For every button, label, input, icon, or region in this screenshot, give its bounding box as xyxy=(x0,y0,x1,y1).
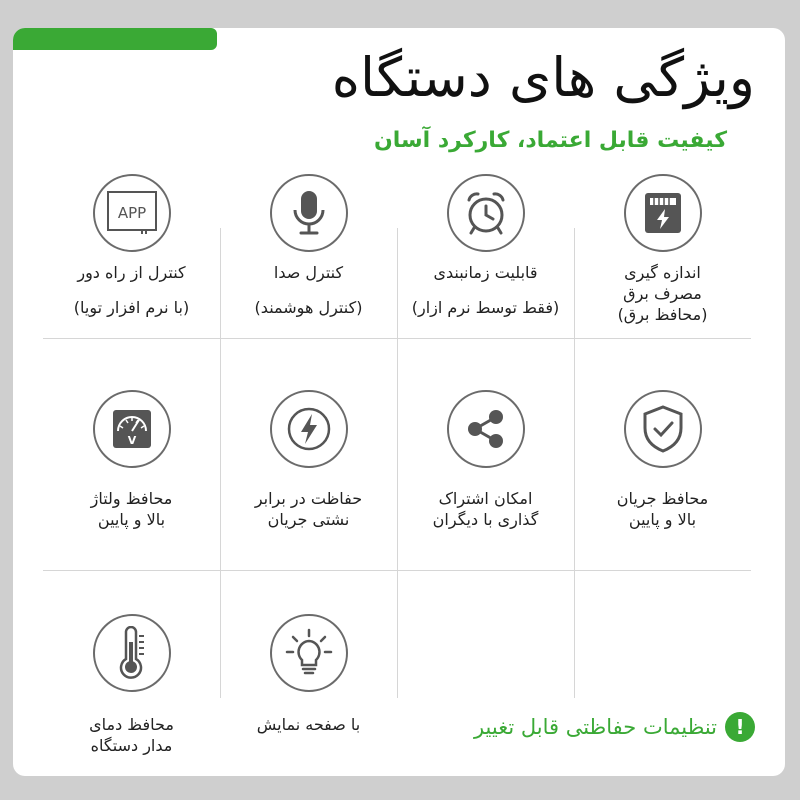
grid-divider xyxy=(43,338,751,339)
feature-card xyxy=(13,28,785,776)
feature-display xyxy=(220,614,397,735)
feature-label: امکان اشتراک xyxy=(438,489,533,508)
feature-note: (فقط توسط نرم ازار) xyxy=(411,298,560,317)
feature-temperature-protection xyxy=(43,614,220,756)
exclamation-icon: ! xyxy=(725,712,755,742)
microphone-icon xyxy=(270,174,348,252)
page-subtitle: کیفیت قابل اعتماد، کارکرد آسان xyxy=(374,128,727,153)
voltmeter-icon-text: V xyxy=(127,434,136,447)
grid-divider xyxy=(43,570,751,571)
footer-note xyxy=(474,712,755,742)
feature-label: مدار دستگاه xyxy=(90,736,173,755)
feature-label: بالا و پایین xyxy=(97,510,166,529)
feature-scheduling xyxy=(397,174,574,318)
shield-check-icon xyxy=(624,390,702,468)
feature-label: حفاظت در برابر xyxy=(254,489,363,508)
feature-label: کنترل از راه دور xyxy=(77,263,186,282)
feature-label: گذاری با دیگران xyxy=(432,510,539,529)
feature-current-protection xyxy=(574,390,751,530)
feature-label: کنترل صدا xyxy=(273,263,344,282)
app-icon-text: APP xyxy=(117,204,146,222)
feature-label: مصرف برق xyxy=(623,284,702,303)
feature-remote-control xyxy=(43,174,220,318)
voltmeter-icon xyxy=(93,390,171,468)
feature-label: با صفحه نمایش xyxy=(256,715,361,734)
feature-label: محافظ دمای xyxy=(89,715,174,734)
energy-meter-icon xyxy=(624,174,702,252)
feature-note: (با نرم افزار تویا) xyxy=(73,298,190,317)
feature-label: نشتی جریان xyxy=(267,510,350,529)
feature-label: اندازه گیری xyxy=(624,263,701,282)
feature-note: (محافظ برق) xyxy=(617,305,708,324)
feature-label: محافظ جریان xyxy=(616,489,709,508)
feature-sharing xyxy=(397,390,574,530)
feature-label: بالا و پایین xyxy=(628,510,697,529)
feature-voltage-protection xyxy=(43,390,220,530)
alarm-clock-icon xyxy=(447,174,525,252)
page-title: ویژگی های دستگاه xyxy=(331,46,755,109)
feature-energy-metering xyxy=(574,174,751,325)
feature-label: محافظ ولتاژ xyxy=(90,489,173,508)
lightning-icon xyxy=(270,390,348,468)
footer-text: تنظیمات حفاظتی قابل تغییر xyxy=(473,715,717,739)
feature-note: (کنترل هوشمند) xyxy=(254,298,363,317)
feature-label: قابلیت زمانبندی xyxy=(433,263,538,282)
feature-leakage-protection xyxy=(220,390,397,530)
share-icon xyxy=(447,390,525,468)
accent-bar xyxy=(13,28,217,50)
thermometer-icon xyxy=(93,614,171,692)
feature-voice-control xyxy=(220,174,397,318)
app-icon xyxy=(93,174,171,252)
lightbulb-icon xyxy=(270,614,348,692)
